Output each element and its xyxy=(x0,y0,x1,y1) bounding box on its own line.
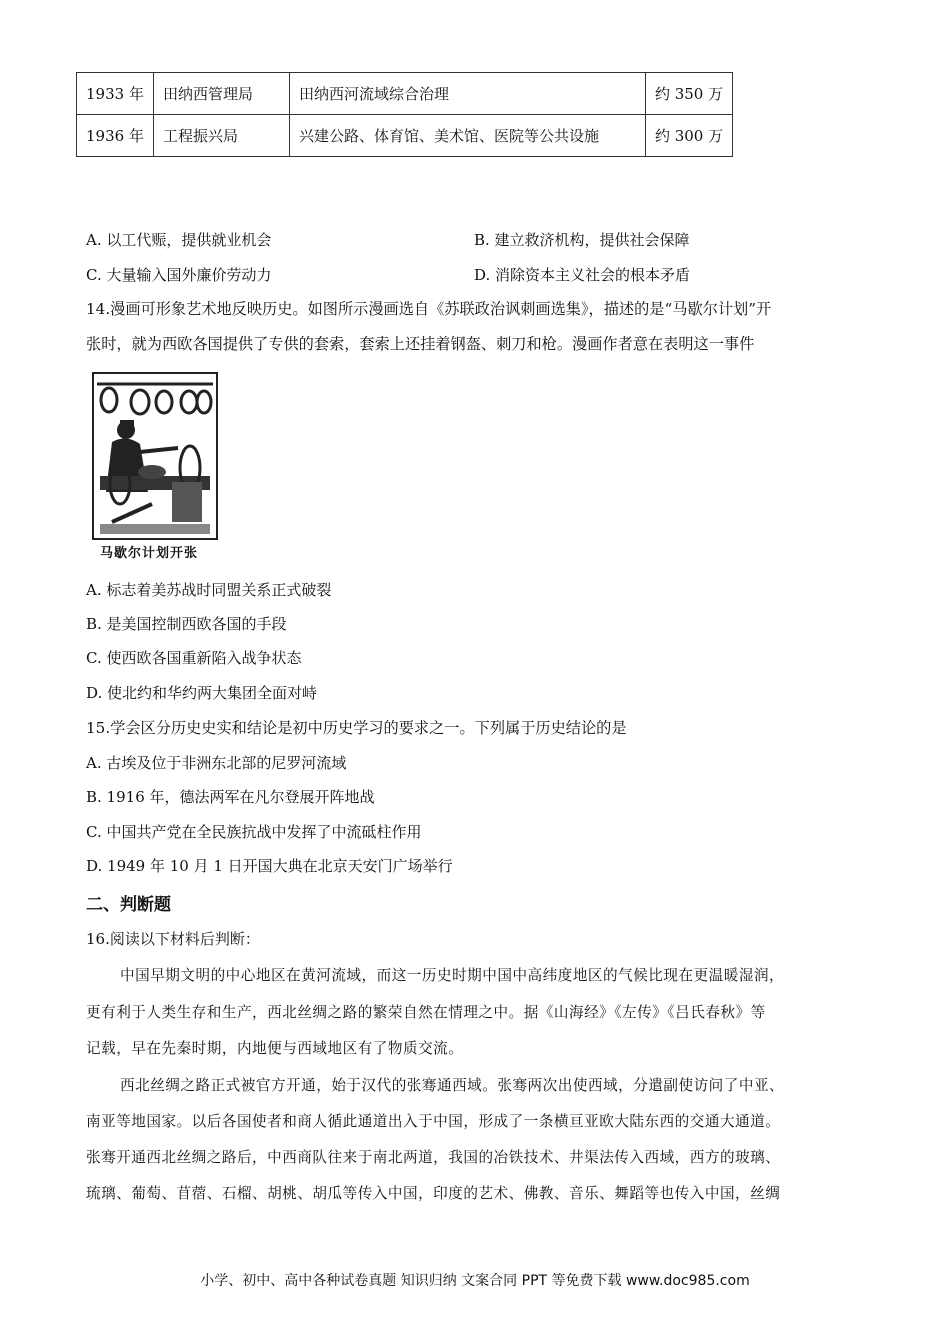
table-cell: 1933 年 xyxy=(77,73,154,115)
table-cell: 1936 年 xyxy=(77,115,154,157)
q13-option-b: B. 建立救济机构，提供社会保障 xyxy=(474,231,690,249)
q15-option-a: A. 古埃及位于非洲东北部的尼罗河流域 xyxy=(86,754,347,772)
q14-option-a: A. 标志着美苏战时同盟关系正式破裂 xyxy=(86,581,332,599)
q14-stem-line2: 张时，就为西欧各国提供了专供的套索，套索上还挂着钢盔、刺刀和枪。漫画作者意在表明这一事件 xyxy=(86,335,755,353)
paragraph-line: 西北丝绸之路正式被官方开通，始于汉代的张骞通西域。张骞两次出使西域，分遣副使访问了中亚、 xyxy=(120,1077,785,1094)
table-cell: 约 350 万 xyxy=(645,73,732,115)
q13-option-a: A. 以工代赈，提供就业机会 xyxy=(86,231,272,249)
table-row xyxy=(77,115,733,157)
q15-option-b: B. 1916 年，德法两军在凡尔登展开阵地战 xyxy=(86,788,375,806)
table-cell: 工程振兴局 xyxy=(153,115,289,157)
q14-stem-line1: 14.漫画可形象艺术地反映历史。如图所示漫画选自《苏联政治讽刺画选集》，描述的是“马歇尔计划”开 xyxy=(86,300,772,318)
q15-stem: 15.学会区分历史史实和结论是初中历史学习的要求之一。下列属于历史结论的是 xyxy=(86,719,627,737)
section-heading: 二、判断题 xyxy=(86,895,171,915)
paragraph-line: 中国早期文明的中心地区在黄河流域，而这一历史时期中国中高纬度地区的气候比现在更温暖湿润， xyxy=(120,967,785,984)
paragraph-line: 更有利于人类生存和生产，西北丝绸之路的繁荣自然在情理之中。据《山海经》《左传》《吕氏春秋》等 xyxy=(86,1004,766,1021)
q14-option-b: B. 是美国控制西欧各国的手段 xyxy=(86,615,287,633)
q13-option-c: C. 大量输入国外廉价劳动力 xyxy=(86,266,272,284)
paragraph-line: 南亚等地国家。以后各国使者和商人循此通道出入于中国，形成了一条横亘亚欧大陆东西的交通大通道。 xyxy=(86,1113,781,1130)
q14-option-d: D. 使北约和华约两大集团全面对峙 xyxy=(86,684,318,702)
works-table xyxy=(76,72,733,157)
cartoon-caption: 马歇尔计划开张 xyxy=(100,546,199,561)
marshall-plan-cartoon-image xyxy=(92,372,218,540)
q15-option-d: D. 1949 年 10 月 1 日开国大典在北京天安门广场举行 xyxy=(86,857,453,875)
paragraph-line: 张骞开通西北丝绸之路后，中西商队往来于南北两道，我国的冶铁技术、井渠法传入西域，西方的玻璃、 xyxy=(86,1149,781,1166)
q16-stem: 16.阅读以下材料后判断： xyxy=(86,930,260,948)
table-cell: 兴建公路、体育馆、美术馆、医院等公共设施 xyxy=(289,115,645,157)
paragraph-line: 记载，早在先秦时期，内地便与西域地区有了物质交流。 xyxy=(86,1040,464,1057)
table-cell: 约 300 万 xyxy=(645,115,732,157)
q14-option-c: C. 使西欧各国重新陷入战争状态 xyxy=(86,649,302,667)
table-row xyxy=(77,73,733,115)
paragraph-line: 琉璃、葡萄、苜蓿、石榴、胡桃、胡瓜等传入中国，印度的艺术、佛教、音乐、舞蹈等也传入中国，丝绸 xyxy=(86,1185,781,1202)
q13-option-d: D. 消除资本主义社会的根本矛盾 xyxy=(474,266,691,284)
q15-option-c: C. 中国共产党在全民族抗战中发挥了中流砥柱作用 xyxy=(86,823,422,841)
table-cell: 田纳西管理局 xyxy=(153,73,289,115)
page-footer: 小学、初中、高中各种试卷真题 知识归纳 文案合同 PPT 等免费下载 www.doc985.com xyxy=(200,1273,750,1289)
table-cell: 田纳西河流域综合治理 xyxy=(289,73,645,115)
